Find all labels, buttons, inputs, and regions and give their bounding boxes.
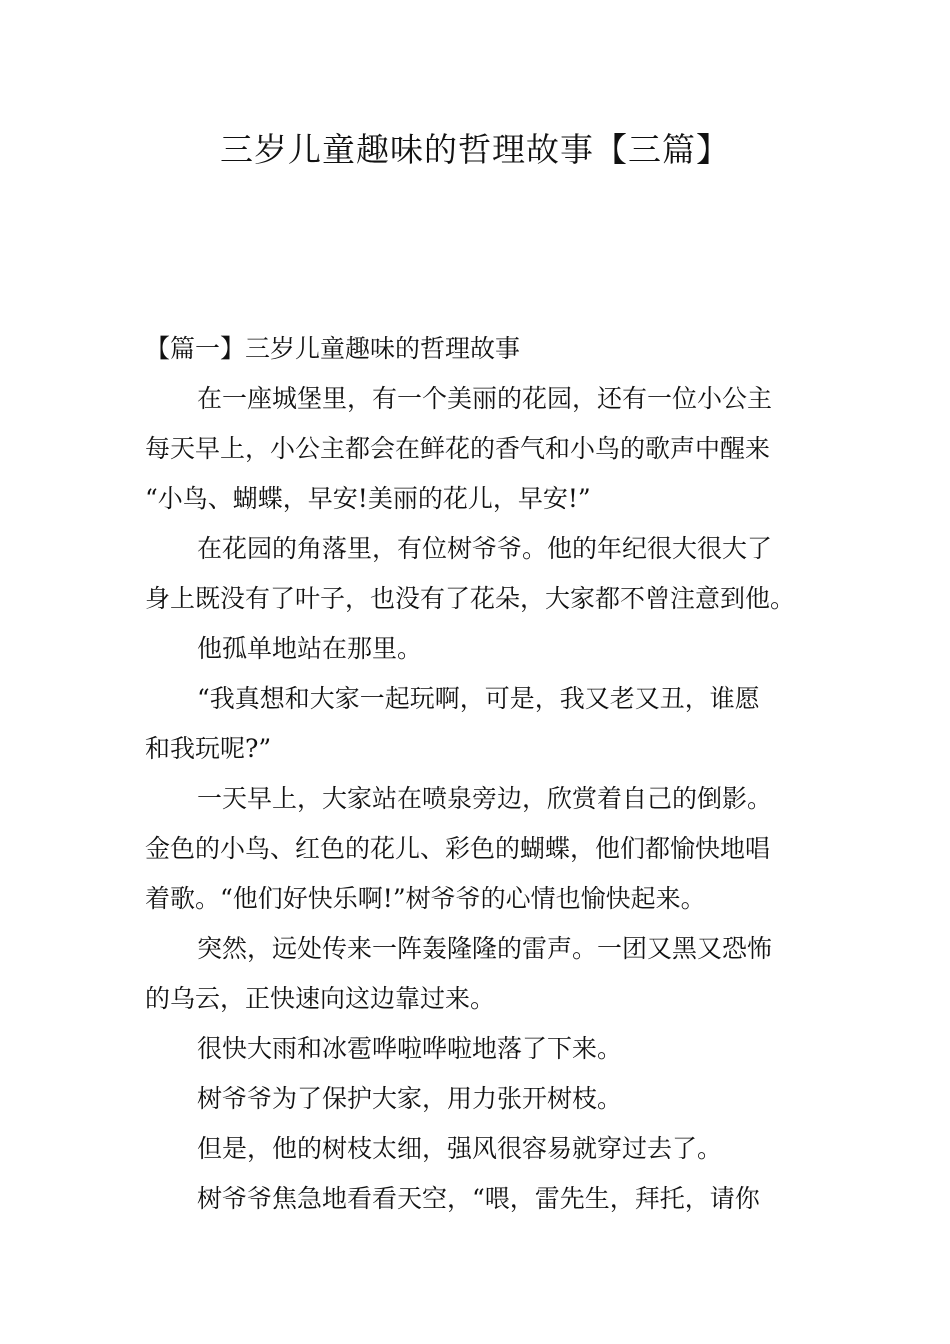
paragraph-line: 突然，远处传来一阵轰隆隆的雷声。一团又黑又恐怖 [197, 934, 773, 963]
paragraph-line: 在一座城堡里，有一个美丽的花园，还有一位小公主 [197, 384, 773, 413]
paragraph-line: 金色的小鸟、红色的花儿、彩色的蝴蝶，他们都愉快地唱 [145, 834, 771, 863]
paragraph-line: 树爷爷为了保护大家，用力张开树枝。 [197, 1084, 623, 1113]
document-title: 三岁儿童趣味的哲理故事【三篇】 [220, 130, 730, 169]
paragraph-line: “我真想和大家一起玩啊，可是，我又老又丑，谁愿 [197, 684, 760, 713]
paragraph-line: 着歌。“他们好快乐啊!”树爷爷的心情也愉快起来。 [145, 884, 706, 913]
paragraph-line: 身上既没有了叶子，也没有了花朵，大家都不曾注意到他。 [145, 584, 796, 613]
paragraph-line: 每天早上，小公主都会在鲜花的香气和小鸟的歌声中醒来 [145, 434, 771, 463]
paragraph-line: 和我玩呢?” [145, 734, 272, 763]
paragraph-line: 树爷爷焦急地看看天空，“喂，雷先生，拜托，请你 [197, 1184, 760, 1213]
section-heading: 【篇一】三岁儿童趣味的哲理故事 [145, 334, 521, 363]
document-body [145, 324, 813, 1224]
paragraph-line: 很快大雨和冰雹哗啦哗啦地落了下来。 [197, 1034, 623, 1063]
paragraph-line: “小鸟、蝴蝶，早安!美丽的花儿，早安!” [145, 484, 591, 513]
paragraph-line: 的乌云，正快速向这边靠过来。 [145, 984, 496, 1013]
paragraph-line: 但是，他的树枝太细，强风很容易就穿过去了。 [197, 1134, 723, 1163]
paragraph-line: 在花园的角落里，有位树爷爷。他的年纪很大很大了 [197, 534, 773, 563]
paragraph-line: 他孤单地站在那里。 [197, 634, 423, 663]
paragraph-line: 一天早上，大家站在喷泉旁边，欣赏着自己的倒影。 [197, 784, 773, 813]
